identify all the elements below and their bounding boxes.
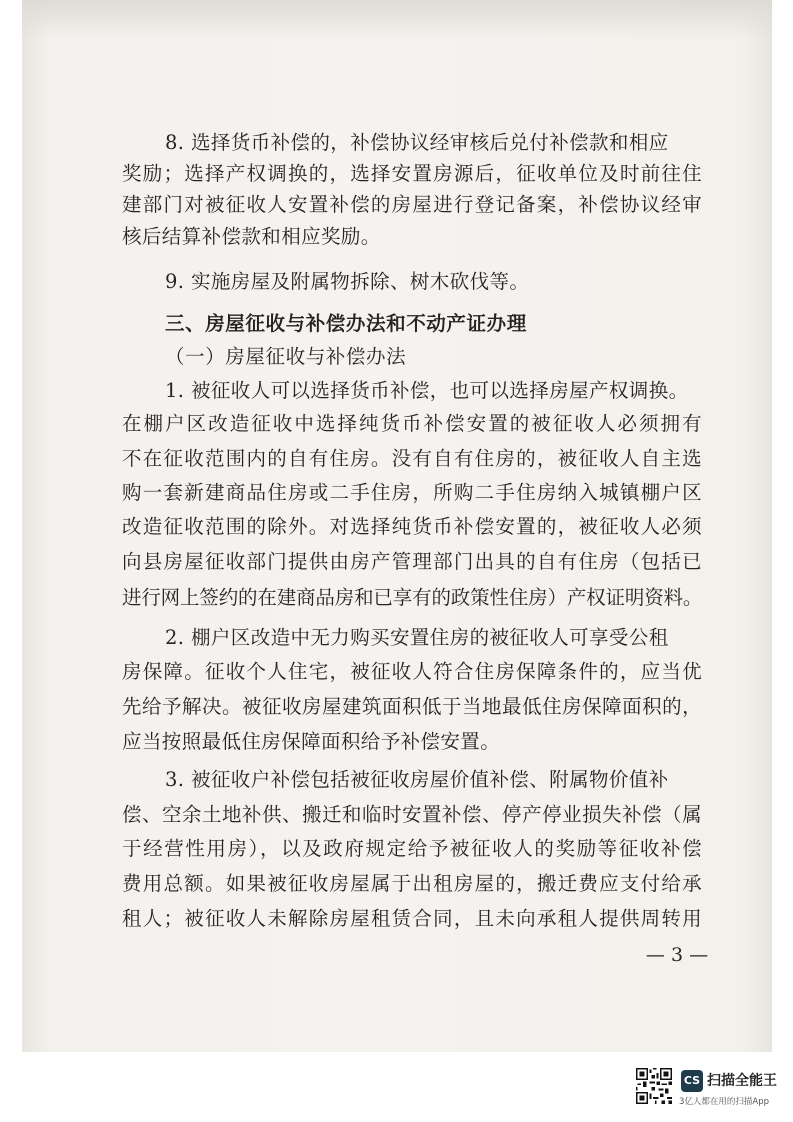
- paragraph-line: 进行网上签约的在建商品房和已享有的政策性住房）产权证明资料。: [122, 586, 702, 609]
- paragraph-line: 于经营性用房），以及政府规定给予被征收人的奖励等征收补偿: [122, 837, 702, 860]
- paragraph-line: 偿、空余土地补供、搬迁和临时安置补偿、停产停业损失补偿（属: [122, 803, 702, 826]
- paragraph-line: 9. 实施房屋及附属物拆除、树木砍伐等。: [165, 270, 530, 293]
- paragraph-line: 先给予解决。被征收房屋建筑面积低于当地最低住房保障面积的，: [122, 695, 702, 718]
- section-heading: 三、房屋征收与补偿办法和不动产证办理: [165, 312, 527, 335]
- paragraph-line: 3. 被征收户补偿包括被征收房屋价值补偿、附属物价值补: [165, 768, 669, 791]
- page-number: — 3 —: [645, 944, 709, 966]
- qr-code-icon: [636, 1068, 672, 1104]
- paragraph-line: 2. 棚户区改造中无力购买安置住房的被征收人可享受公租: [165, 626, 669, 649]
- paragraph-line: 租人；被征收人未解除房屋租赁合同，且未向承租人提供周转用: [122, 907, 702, 930]
- paragraph-line: 奖励；选择产权调换的，选择安置房源后，征收单位及时前往住: [122, 162, 702, 185]
- subsection-heading: （一）房屋征收与补偿办法: [165, 345, 407, 368]
- paragraph-line: 核后结算补偿款和相应奖励。: [122, 225, 381, 248]
- paragraph-line: 建部门对被征收人安置补偿的房屋进行登记备案，补偿协议经审: [122, 193, 702, 216]
- paragraph-line: 向县房屋征收部门提供由房产管理部门出具的自有住房（包括已: [122, 550, 702, 573]
- paragraph-line: 房保障。征收个人住宅，被征收人符合住房保障条件的，应当优: [122, 660, 702, 683]
- paragraph-line: 改造征收范围的除外。对选择纯货币补偿安置的，被征收人必须: [122, 515, 702, 538]
- camscanner-logo: CS: [681, 1070, 703, 1092]
- paragraph-line: 费用总额。如果被征收房屋属于出租房屋的，搬迁费应支付给承: [122, 872, 702, 895]
- watermark-slogan: 3亿人都在用的扫描App: [679, 1097, 770, 1107]
- document-page: [22, 0, 772, 1052]
- paragraph-line: 1. 被征收人可以选择货币补偿，也可以选择房屋产权调换。: [165, 379, 689, 402]
- paragraph-line: 在棚户区改造征收中选择纯货币补偿安置的被征收人必须拥有: [122, 412, 702, 435]
- paragraph-line: 应当按照最低住房保障面积给予补偿安置。: [122, 730, 501, 753]
- paragraph-line: 8. 选择货币补偿的，补偿协议经审核后兑付补偿款和相应: [165, 131, 669, 154]
- paragraph-line: 购一套新建商品住房或二手住房，所购二手住房纳入城镇棚户区: [122, 481, 702, 504]
- watermark-app-name: 扫描全能王: [707, 1073, 777, 1089]
- paragraph-line: 不在征收范围内的自有住房。没有自有住房的，被征收人自主选: [122, 447, 702, 470]
